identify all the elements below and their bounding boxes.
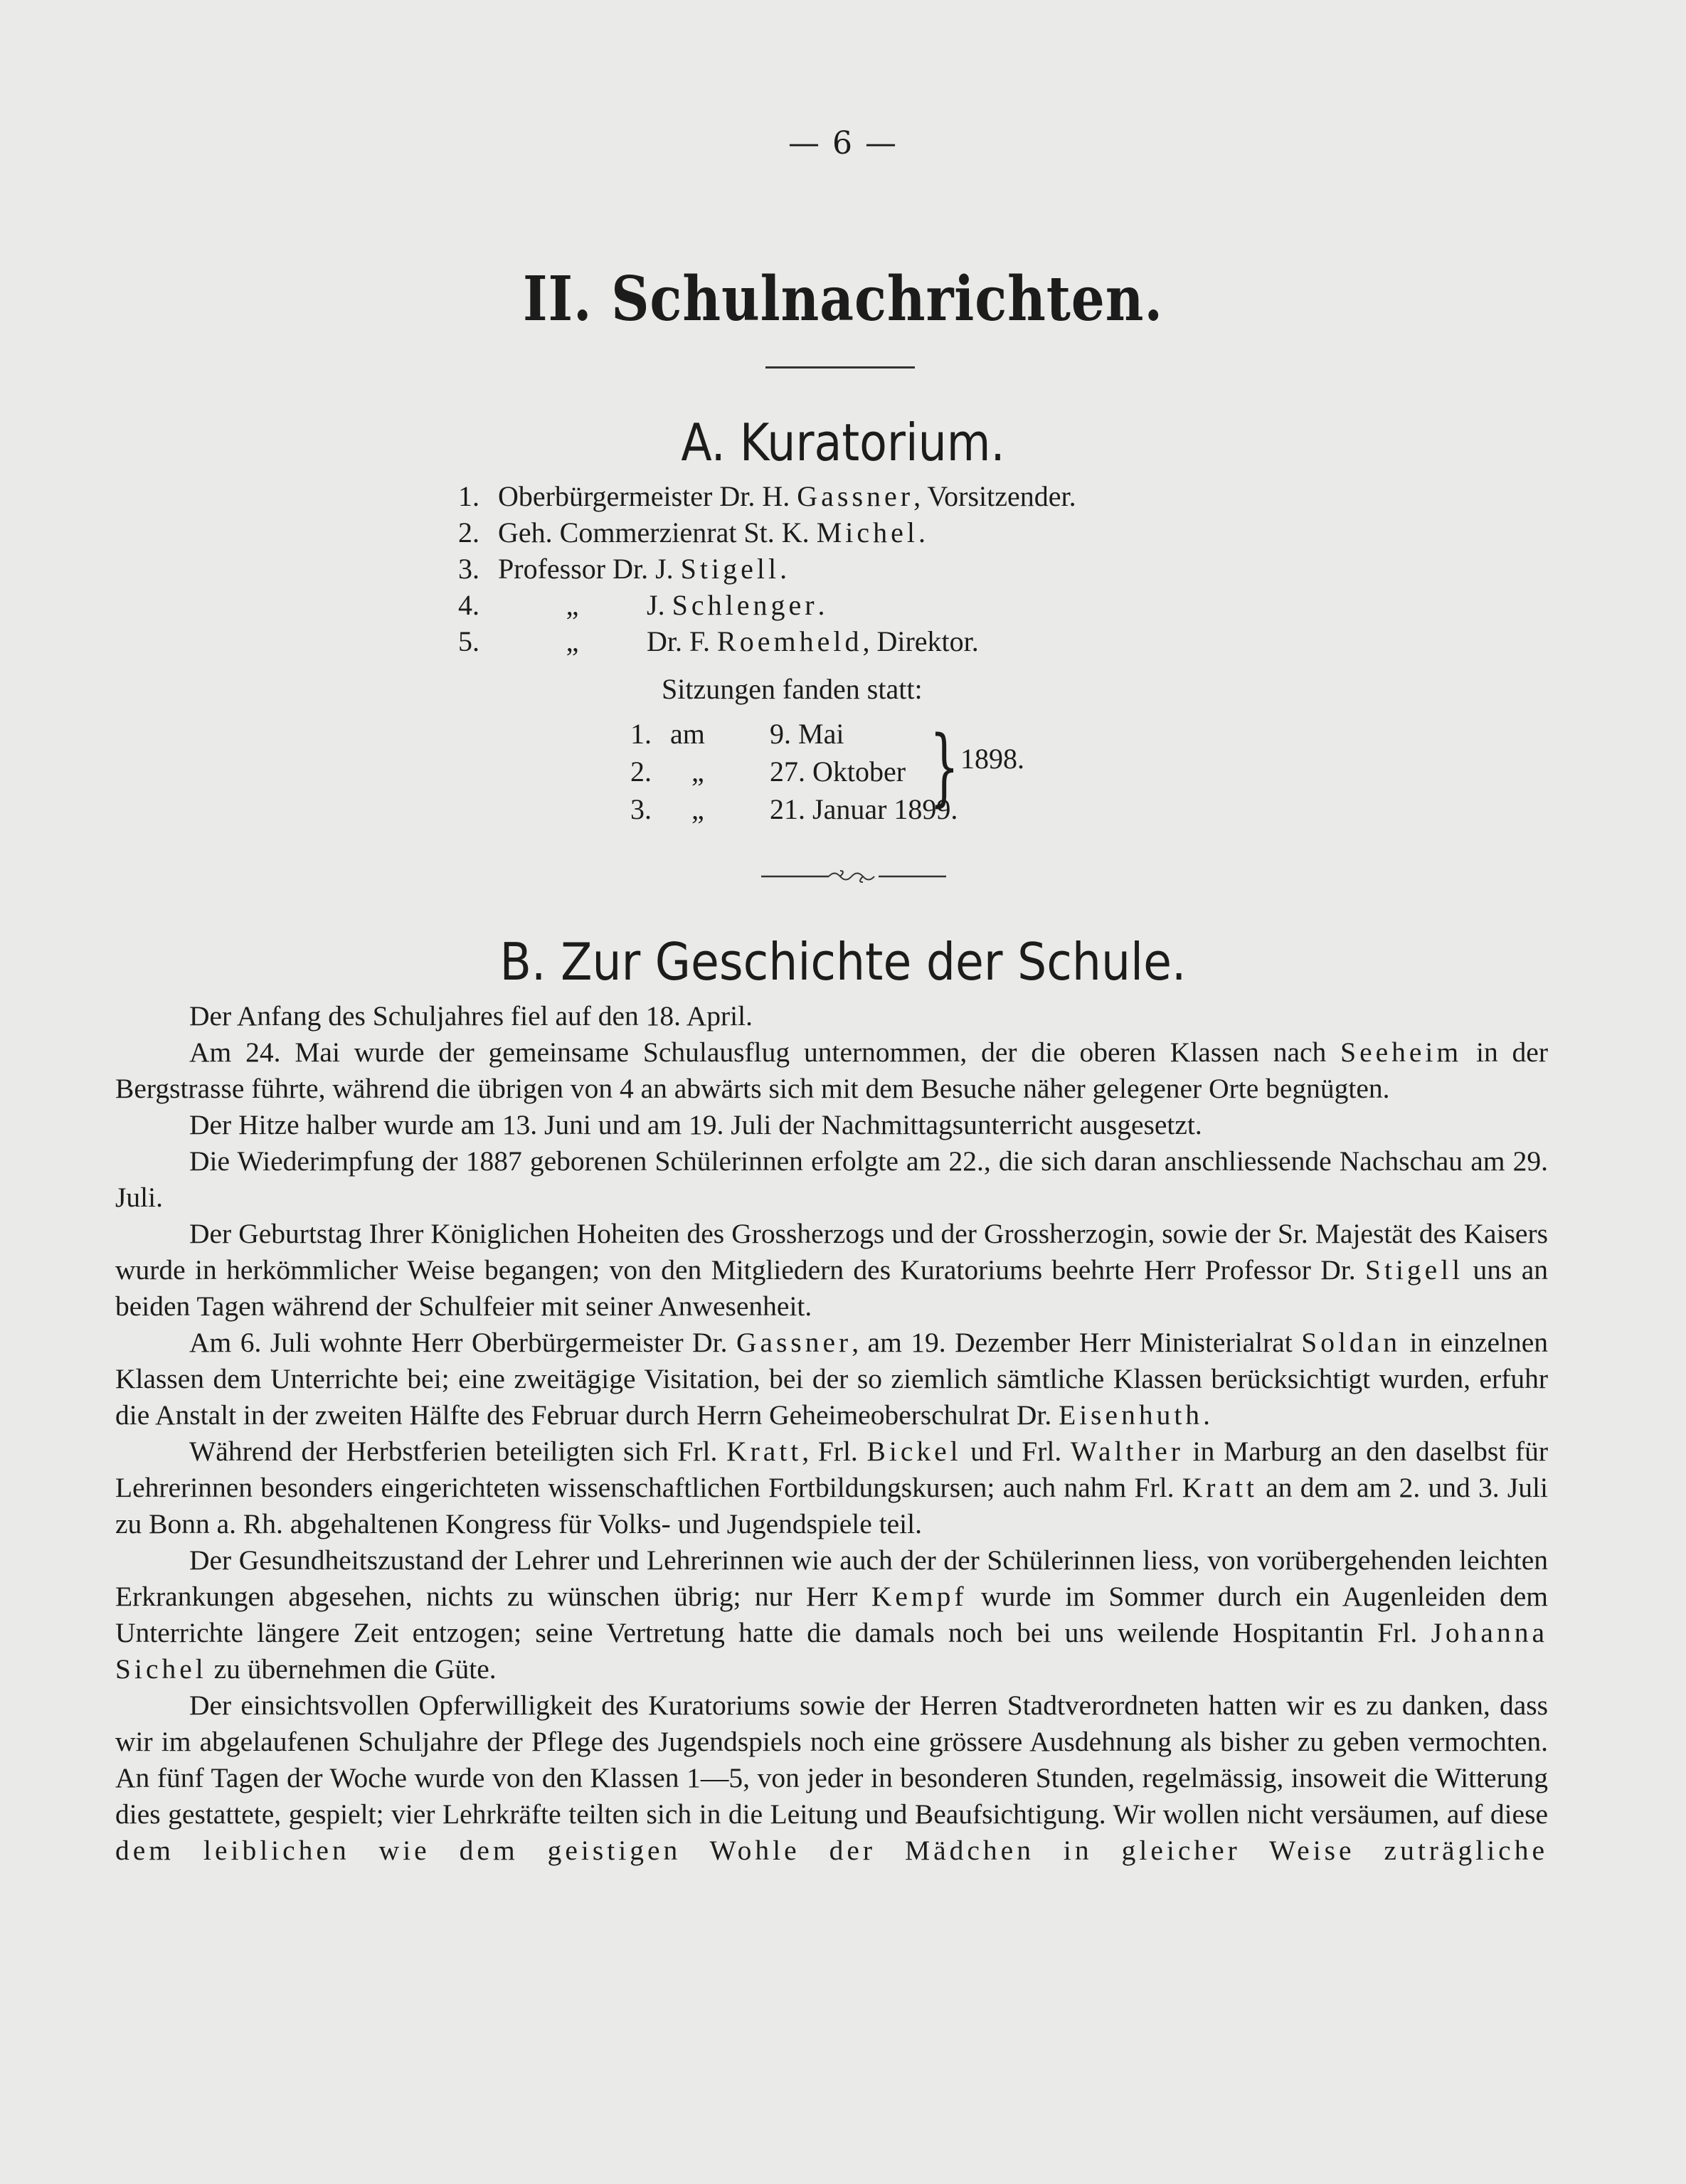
member-row [458,587,1076,623]
paragraph-text: an dem am 2. und 3. Juli zu Bonn a. Rh. abgehaltenen Kongress für Volks- und Jugendspiele teil. [115,1472,1548,1539]
member-number: 1. [458,480,479,512]
session-row [630,715,958,753]
paragraph-text: Der Geburtstag Ihrer Königlichen Hoheiten des Grossherzogs und der Grossherzogin, sowie der Sr. Majestät des Kaisers wurde in herkömmlicher Weise begangen; von den Mitgliedern des Kuratoriums beehrte Herr Professor Dr. [115,1218,1548,1286]
spaced-name: Seeheim [1340,1037,1463,1068]
member-name: Schlenger [672,589,818,621]
paragraph-text: zu übernehmen die Güte. [206,1653,497,1685]
paragraph-text: Der Anfang des Schuljahres fiel auf den 18. April. [189,1000,753,1032]
member-row [458,623,1076,659]
member-name: Roemheld [717,625,863,657]
spaced-name: Gassner [736,1327,852,1358]
ditto-mark: „ [566,625,579,657]
spaced-name: Soldan [1301,1327,1401,1358]
paragraph [115,1107,1548,1143]
member-role: . [780,553,788,585]
paragraph [115,998,1548,1034]
spaced-name: Eisenhuth [1059,1399,1204,1431]
session-row [630,790,958,828]
member-number: 5. [458,625,479,657]
member-title: Professor Dr. J. [498,553,681,585]
sessions-list [630,715,958,828]
member-title: Geh. Commerzienrat St. K. [498,516,817,548]
paragraph [115,1034,1548,1107]
paragraph-text: Der Gesundheitszustand der Lehrer und Lehrerinnen wie auch der der Schülerinnen liess, von vorübergehenden leichten Erkrankungen abgesehen, nichts zu wünschen übrig; nur Herr [115,1544,1548,1612]
spaced-name: Kratt [726,1436,802,1467]
paragraph-text: uns an beiden Tagen während der Schulfeier mit seiner Anwesenheit. [115,1254,1549,1322]
section-title: II. Schulnachrichten. [523,263,1163,335]
paragraph-text: in Marburg an den daselbst für Lehrerinnen besonders eingerichteten wissenschaftlichen Fortbildungskursen; auch nahm Frl. [115,1436,1548,1503]
kuratorium-heading: A. Kuratorium. [681,413,1005,472]
ornament-divider-icon [761,869,946,884]
spaced-name: Stigell [1365,1254,1464,1286]
paragraph-text: , Frl. [802,1436,867,1467]
spaced-name: Kratt [1182,1472,1258,1503]
member-number: 3. [458,553,479,585]
session-row [630,753,958,790]
member-title: Dr. F. [647,625,718,657]
spaced-name: dem leiblichen wie dem geistigen Wohle der Mädchen in gleicher Weise zuträgliche [115,1835,1548,1866]
session-date: 21. Januar 1899. [770,793,958,825]
session-number: 1. [630,718,652,750]
brace-icon: } [929,717,960,815]
paragraph-text: , am 19. Dezember Herr Ministerialrat [852,1327,1302,1358]
paragraph [115,1542,1548,1687]
spaced-name: Kempf [871,1581,967,1612]
session-prefix: am [670,718,705,750]
kuratorium-member-list [458,478,1076,659]
member-role: . [817,589,825,621]
member-name: Stigell [680,553,780,585]
session-date: 27. Oktober [770,756,906,788]
paragraph-text: Die Wiederimpfung der 1887 geborenen Schülerinnen erfolgte am 22., die sich daran anschliessende Nachschau am 29. Juli. [115,1145,1548,1213]
member-name: Michel [816,516,918,548]
paragraph-text: und Frl. [961,1436,1071,1467]
member-number: 2. [458,516,479,548]
ditto-mark: „ [566,589,579,621]
member-number: 4. [458,589,479,621]
paragraph-text: Der einsichtsvollen Opferwilligkeit des Kuratoriums sowie der Herren Stadtverordneten hatten wir es zu danken, dass wir im abgelaufenen Schuljahre der Pflege des Jugendspiels noch eine grössere Ausdehnung als bisher zu geben vermochten. An fünf Tagen der Woche wurde von den Klassen 1—5, von jeder in besonderen Stunden, regelmässig, insoweit die Witterung dies gestattete, gespielt; vier Lehrkräfte teilten sich in die Leitung und Beaufsichtigung. Wir wollen nicht versäumen, auf diese [115,1690,1548,1830]
title-divider [765,366,915,369]
paragraph-text: . [1203,1399,1210,1431]
session-prefix: „ [691,756,704,788]
spaced-name: Walther [1070,1436,1184,1467]
paragraph-text: Am 6. Juli wohnte Herr Oberbürgermeister Dr. [189,1327,736,1358]
paragraph-text: in einzelnen Klassen dem Unterrichte bei; eine zweitägige Visitation, bei der so ziemlich sämtliche Klassen berücksichtigt wurden, erfuhr die Anstalt in der zweiten Hälfte des Februar durch Herrn Geheimeoberschulrat Dr. [115,1327,1548,1431]
page-number: — 6 — [788,125,898,161]
member-role: , Direktor. [862,625,979,657]
paragraph-text: Am 24. Mai wurde der gemeinsame Schulausflug unternommen, der die oberen Klassen nach [189,1037,1341,1068]
paragraph-text: in der Bergstrasse führte, während die übrigen von 4 an abwärts sich mit dem Besuche näher gelegener Orte begnügten. [115,1037,1548,1104]
paragraph [115,1216,1548,1325]
paragraph [115,1143,1548,1216]
paragraph [115,1687,1548,1869]
session-number: 3. [630,793,652,825]
session-date: 9. Mai [770,718,844,750]
paragraph-text: Der Hitze halber wurde am 13. Juni und am 19. Juli der Nachmittagsunterricht ausgesetzt. [189,1109,1202,1140]
member-name: Gassner [797,480,914,512]
paragraph [115,1325,1548,1433]
sessions-title: Sitzungen fanden statt: [662,673,923,705]
member-title: J. [647,589,672,621]
member-title: Oberbürgermeister Dr. H. [498,480,797,512]
session-number: 2. [630,756,652,788]
paragraph [115,1433,1548,1542]
member-row [458,551,1076,587]
geschichte-heading: B. Zur Geschichte der Schule. [499,932,1187,992]
session-prefix: „ [691,793,704,825]
member-row [458,478,1076,514]
paragraph-text: wurde im Sommer durch ein Augenleiden dem Unterrichte längere Zeit entzogen; seine Vertretung hatte die damals noch bei uns weilende Hospitantin Frl. [115,1581,1548,1648]
spaced-name: Bickel [866,1436,962,1467]
paragraph-text: Während der Herbstferien beteiligten sich Frl. [189,1436,727,1467]
history-body [115,998,1548,1869]
sessions-year: 1898. [960,743,1024,775]
member-row [458,514,1076,551]
spaced-name: Johanna Sichel [115,1617,1548,1685]
member-role: . [918,516,926,548]
member-role: , Vorsitzender. [913,480,1076,512]
